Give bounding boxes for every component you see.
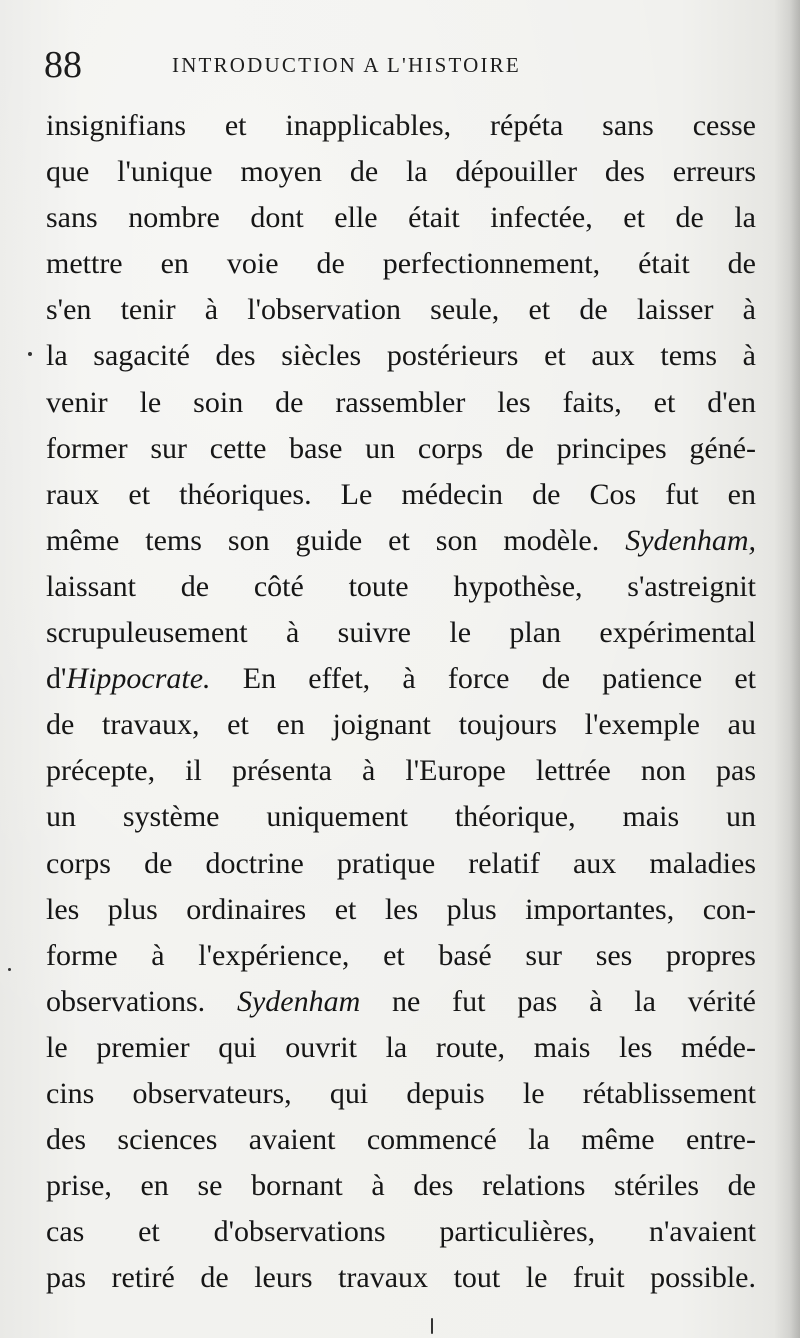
text-line (46, 1025, 756, 1071)
text-run: sans nombre dont elle était infectée, et de la (46, 201, 756, 235)
text-run: En effet, à force de patience et (210, 662, 756, 696)
text-run: de travaux, et en joignant toujours l'exemple au (46, 708, 756, 742)
page-edge-shadow (774, 0, 800, 1338)
text-run: des sciences avaient commencé la même entre- (46, 1123, 756, 1157)
text-run: ne fut pas à la vérité (360, 984, 756, 1018)
page-header (44, 40, 764, 90)
text-line (46, 841, 756, 887)
text-run: précepte, il présenta à l'Europe lettrée non pas (46, 754, 756, 788)
italic-name: Sydenham, (625, 523, 756, 557)
text-line (46, 1209, 756, 1255)
text-line (46, 887, 756, 933)
text-run: cins observateurs, qui depuis le rétablissement (46, 1076, 756, 1110)
text-line (46, 748, 756, 794)
text-run: raux et théoriques. Le médecin de Cos fut en (46, 477, 756, 511)
text-run: former sur cette base un corps de principes géné- (46, 431, 756, 465)
print-speck (8, 968, 11, 971)
text-line (46, 149, 756, 195)
italic-name: Hippocrate. (66, 662, 211, 696)
text-line (46, 380, 756, 426)
text-run: d' (46, 662, 67, 696)
text-run: prise, en se bornant à des relations stériles de (46, 1169, 756, 1203)
text-line (46, 933, 756, 979)
text-line (46, 426, 756, 472)
text-line (46, 472, 756, 518)
text-run: corps de doctrine pratique relatif aux maladies (46, 846, 756, 880)
text-line (46, 1117, 756, 1163)
text-run: forme à l'expérience, et basé sur ses propres (46, 938, 756, 972)
text-run: s'en tenir à l'observation seule, et de laisser à (46, 293, 756, 327)
text-line (46, 103, 756, 149)
text-run: scrupuleusement à suivre le plan expérimental (46, 616, 756, 650)
text-line (46, 979, 756, 1025)
text-line (46, 794, 756, 840)
text-run: observations. (46, 984, 237, 1018)
text-run: le premier qui ouvrit la route, mais les méde- (46, 1030, 756, 1064)
text-run: cas et d'observations particulières, n'avaient (46, 1215, 756, 1249)
print-speck (28, 352, 32, 356)
print-speck (431, 1318, 433, 1334)
text-line (46, 518, 756, 564)
text-run: pas retiré de leurs travaux tout le fruit possible. (46, 1261, 756, 1295)
text-line (46, 287, 756, 333)
text-line (46, 241, 756, 287)
text-run: un système uniquement théorique, mais un (46, 800, 756, 834)
running-head: INTRODUCTION A L'HISTOIRE (172, 53, 521, 77)
text-run: que l'unique moyen de la dépouiller des erreurs (46, 155, 756, 189)
text-run: mettre en voie de perfectionnement, était de (46, 247, 756, 281)
text-run: même tems son guide et son modèle. (46, 523, 626, 557)
page-number: 88 (44, 44, 82, 86)
text-line (46, 564, 756, 610)
text-line (46, 1255, 756, 1301)
italic-name: Sydenham (236, 984, 361, 1018)
text-line (46, 610, 756, 656)
text-run: la sagacité des siècles postérieurs et aux tems à (46, 339, 756, 373)
text-line (46, 1163, 756, 1209)
text-run: les plus ordinaires et les plus importantes, con- (46, 892, 756, 926)
text-line (46, 195, 756, 241)
text-run: venir le soin de rassembler les faits, et d'en (46, 385, 756, 419)
text-line (46, 333, 756, 379)
text-line (46, 1071, 756, 1117)
text-run: laissant de côté toute hypothèse, s'astreignit (46, 569, 756, 603)
text-run: insignifians et inapplicables, répéta sans cesse (46, 109, 756, 142)
body-text (46, 103, 756, 1301)
text-line (46, 702, 756, 748)
text-line (46, 656, 756, 702)
